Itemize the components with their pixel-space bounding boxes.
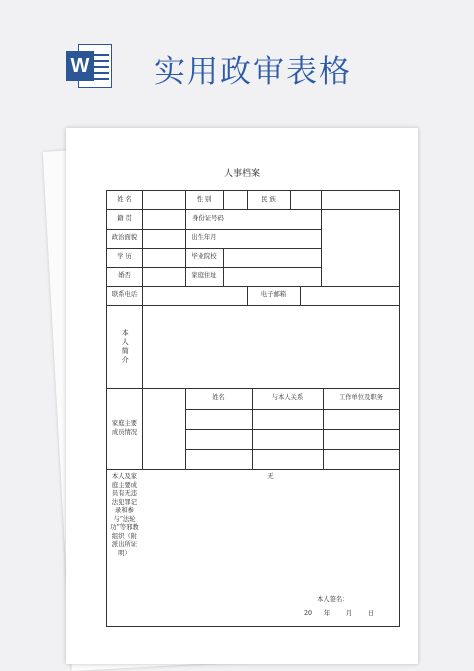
field-ethnicity[interactable] bbox=[290, 191, 321, 209]
signature-label: 本人签名： bbox=[317, 595, 349, 603]
date-year-prefix: 20 bbox=[303, 609, 312, 617]
field-phone[interactable] bbox=[142, 286, 247, 305]
family-spacer-cell bbox=[142, 388, 185, 469]
field-native-place[interactable] bbox=[142, 209, 185, 229]
label-id-number: 身份证号码 bbox=[192, 214, 224, 222]
label-birth-date: 出生年月 bbox=[191, 234, 217, 242]
form-title: 人事档案 bbox=[223, 169, 260, 179]
field-email[interactable] bbox=[300, 286, 399, 305]
field-graduated-from[interactable] bbox=[223, 248, 321, 267]
label-gender: 性 别 bbox=[196, 195, 212, 203]
label-marital-status: 婚否 bbox=[118, 272, 131, 280]
personnel-form-table bbox=[106, 190, 400, 627]
page-title: 实用政审表格 bbox=[154, 54, 352, 90]
label-phone: 联系电话 bbox=[111, 291, 138, 299]
label-native-place: 籍 贯 bbox=[117, 214, 132, 222]
document-page bbox=[66, 128, 418, 664]
label-political-status: 政治面貌 bbox=[111, 234, 138, 242]
family-header-name: 姓名 bbox=[212, 394, 225, 402]
field-home-address[interactable] bbox=[223, 267, 321, 286]
field-name[interactable] bbox=[142, 191, 185, 209]
label-family-members: 家庭主要成员情况 bbox=[111, 420, 138, 436]
date-year: 年 bbox=[323, 609, 331, 617]
family-header-employer: 工作单位及职务 bbox=[338, 394, 384, 402]
photo-box[interactable] bbox=[321, 191, 399, 286]
field-id-number[interactable] bbox=[231, 209, 321, 229]
field-birth-date[interactable] bbox=[223, 229, 321, 248]
label-graduated-from: 毕业院校 bbox=[191, 253, 217, 261]
label-email: 电子邮箱 bbox=[260, 291, 287, 299]
label-self-intro: 本人简介 bbox=[121, 328, 130, 365]
field-self-intro[interactable] bbox=[142, 305, 399, 388]
field-education[interactable] bbox=[142, 248, 185, 267]
family-header-relation: 与本人关系 bbox=[271, 394, 304, 402]
word-icon bbox=[66, 44, 112, 88]
field-gender[interactable] bbox=[223, 191, 247, 209]
field-political-status[interactable] bbox=[142, 229, 185, 248]
label-education: 学 历 bbox=[117, 253, 132, 261]
field-marital-status[interactable] bbox=[142, 267, 185, 286]
date-month: 月 bbox=[345, 609, 353, 617]
label-home-address: 家庭住址 bbox=[191, 272, 217, 280]
label-ethnicity: 民 族 bbox=[261, 195, 276, 203]
label-violation-record: 本人及家庭主要成员有无违法犯罪记录和参与“法轮功”等邪教组织（附派出所证明） bbox=[110, 473, 139, 557]
word-icon-letter: W bbox=[66, 51, 94, 81]
label-name: 姓 名 bbox=[117, 195, 132, 203]
violation-value[interactable]: 无 bbox=[267, 472, 274, 480]
date-day: 日 bbox=[367, 609, 375, 617]
